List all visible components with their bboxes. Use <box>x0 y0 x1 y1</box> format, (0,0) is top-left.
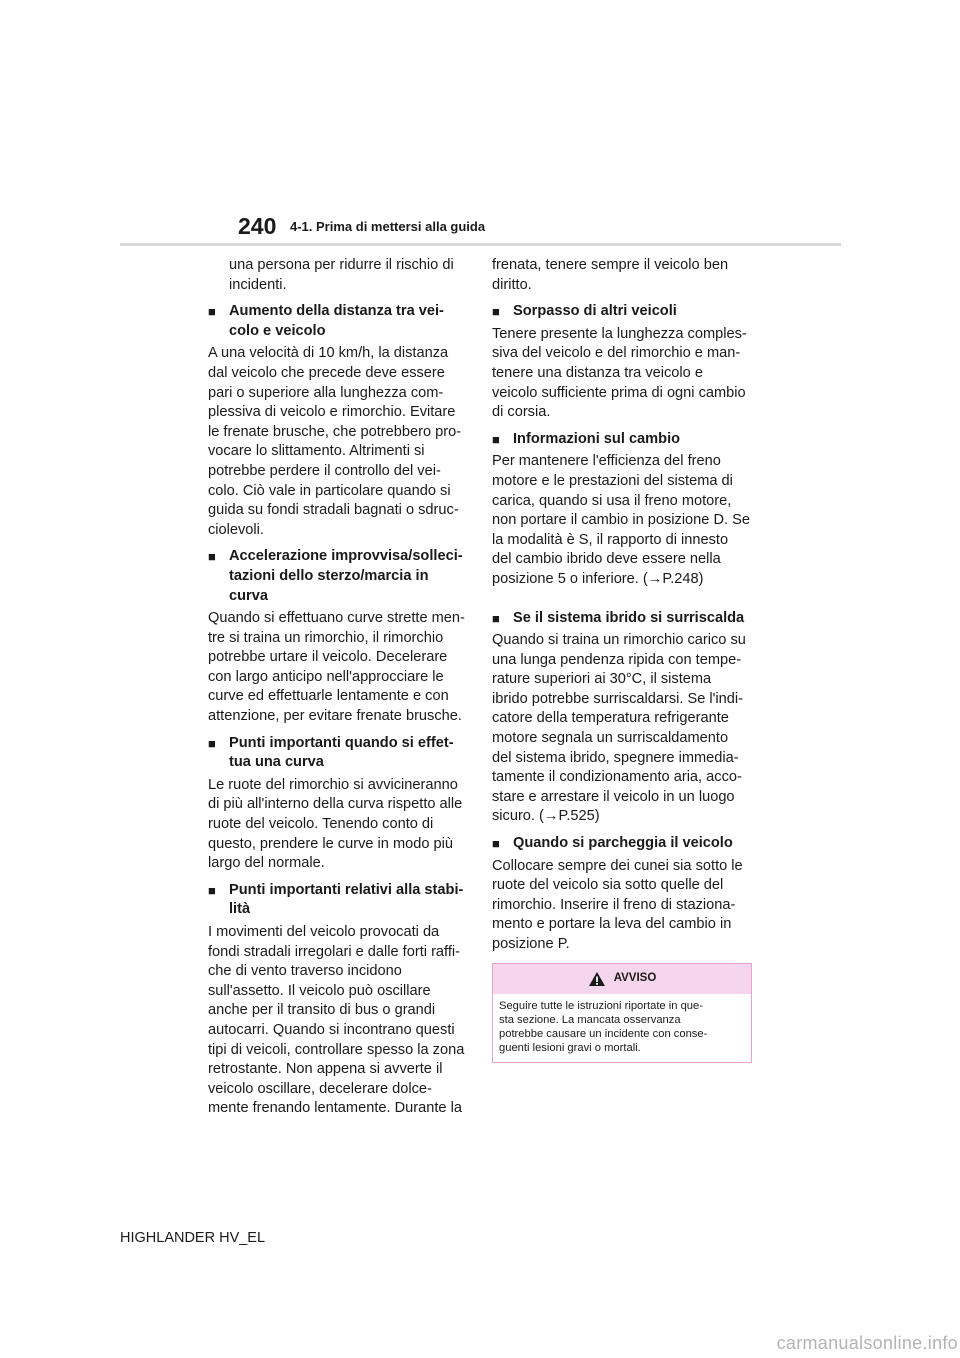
bullet-square-icon: ■ <box>208 735 216 751</box>
right-column <box>492 256 750 1063</box>
warning-title: AVVISO <box>613 971 657 984</box>
section-heading <box>492 430 750 450</box>
heading-text: Punti importanti quando si effet- tua una curva <box>229 734 454 771</box>
warning-box <box>492 963 752 1064</box>
heading-text: Informazioni sul cambio <box>513 430 681 447</box>
section-body: A una velocità di 10 km/h, la distanza dal veicolo che precede deve essere pari o superiore alla lunghezza com- plessiva di veicolo e rimorchio. Evitare le frenate brusche, che potrebbero pro- vocare lo slittamento. Altrimenti si potrebbe perdere il controllo del vei- colo. Ciò vale in particolare quando si guida su fondi stradali bagnati o sdruc- ciolevoli. <box>208 345 462 538</box>
footer-model: HIGHLANDER HV_EL <box>120 1230 266 1246</box>
section-heading <box>492 302 750 322</box>
bullet-square-icon: ■ <box>492 431 500 447</box>
heading-text: Accelerazione improvvisa/solleci- tazioni dello sterzo/marcia in curva <box>229 548 463 604</box>
warning-header <box>493 964 751 994</box>
section-body: Tenere presente la lunghezza comples- siva del veicolo e del rimorchio e man- tenere una distanza tra veicolo e veicolo sufficiente prima di ogni cambio di corsia. <box>492 325 747 421</box>
section-body: Le ruote del rimorchio si avvicineranno di più all'interno della curva rispetto alle ruote del veicolo. Tenendo conto di questo, prendere le curve in modo più largo del normale. <box>208 776 463 872</box>
left-intro: una persona per ridurre il rischio di incidenti. <box>229 257 454 293</box>
section-heading <box>208 547 466 606</box>
heading-text: Quando si parcheggia il veicolo <box>513 835 733 852</box>
section-body: I movimenti del veicolo provocati da fondi stradali irregolari e dalle forti raffi- che di vento traverso incidono sull'assetto. Il veicolo può oscillare anche per il transito di bus o grandi autocarri. Quando si incontrano questi tipi di veicoli, controllare spesso la zona retrostante. Non appena si avverte il veicolo oscillare, decelerare dolce- mente frenando lentamente. Durante la <box>208 924 465 1117</box>
bullet-square-icon: ■ <box>492 304 500 320</box>
warning-triangle-icon <box>588 971 606 987</box>
header-divider <box>120 243 841 246</box>
section-body: Quando si traina un rimorchio carico su una lunga pendenza ripida con tempe- rature superiori ai 30°C, il sistema ibrido potrebbe surriscaldarsi. Se l'indi- catore della temperatura refrigerante motore segnala un surriscaldamento del sistema ibrido, spegnere immedia- tamente il condizionamento aria, acco- stare e arrestare il veicolo in un luogo sicuro. (→P.525) <box>492 632 746 825</box>
page-number: 240 <box>238 213 277 239</box>
section-title: 4-1. Prima di mettersi alla guida <box>290 219 486 234</box>
bullet-square-icon: ■ <box>208 882 216 898</box>
section-body: Quando si effettuano curve strette men- tre si traina un rimorchio, il rimorchio potrebbe urtare il veicolo. Decelerare con largo anticipo nell'approcciare le curve ed effettuarle lentamente e con attenzione, per evitare frenate brusche. <box>208 610 465 725</box>
left-column <box>208 256 466 1126</box>
section-heading <box>208 881 466 920</box>
section-body: Collocare sempre dei cunei sia sotto le ruote del veicolo sia sotto quelle del rimorchio. Inserire il freno di staziona- mento e portare la leva del cambio in posizione P. <box>492 857 743 952</box>
bullet-square-icon: ■ <box>208 304 216 320</box>
heading-text: Sorpasso di altri veicoli <box>513 303 677 320</box>
bullet-square-icon: ■ <box>492 610 500 626</box>
bullet-square-icon: ■ <box>208 549 216 565</box>
section-heading <box>492 609 750 629</box>
section-heading <box>208 734 466 773</box>
section-heading <box>208 302 466 341</box>
heading-text: Punti importanti relativi alla stabi- lità <box>229 881 464 918</box>
heading-text: Se il sistema ibrido si surriscalda <box>513 609 745 626</box>
right-intro: frenata, tenere sempre il veicolo ben diritto. <box>492 257 729 293</box>
warning-text: Seguire tutte le istruzioni riportate in que- sta sezione. La mancata osservanza potrebbe causare un incidente con conse- guenti lesioni gravi o mortali. <box>499 999 708 1055</box>
bullet-square-icon: ■ <box>492 836 500 852</box>
footer-watermark: carmanualsonline.info <box>776 1333 958 1353</box>
spacer <box>492 597 750 609</box>
section-body: Per mantenere l'efficienza del freno motore e le prestazioni del sistema di carica, quando si usa il freno motore, non portare il cambio in posizione D. Se la modalità è S, il rapporto di innesto del cambio ibrido deve essere nella posizione 5 o inferiore. (→P.248) <box>492 453 750 587</box>
section-heading <box>492 834 750 854</box>
heading-text: Aumento della distanza tra vei- colo e veicolo <box>229 303 444 339</box>
